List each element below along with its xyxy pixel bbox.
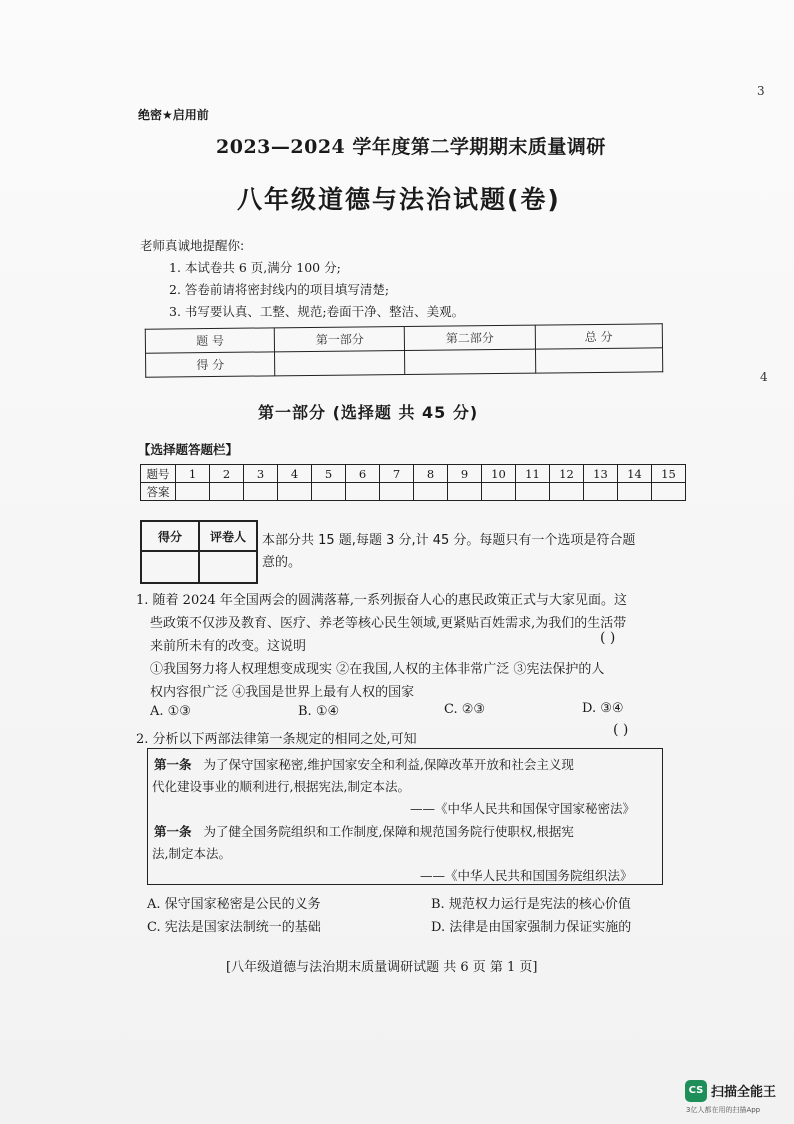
answer-grid-number-14: 14 — [618, 465, 652, 483]
q2-option-d[interactable]: D. 法律是由国家强制力保证实施的 — [431, 920, 632, 935]
law1-text-line2: 代化建设事业的顺利进行,根据宪法,制定本法。 — [152, 779, 410, 794]
grader-score-cell[interactable] — [141, 551, 199, 583]
answer-grid-label-question: 题号 — [141, 465, 176, 483]
part1-instructions-line2: 意的。 — [262, 555, 302, 570]
answer-grid-number-5: 5 — [312, 465, 346, 483]
answer-cell-5[interactable] — [312, 483, 346, 501]
answer-cell-14[interactable] — [618, 483, 652, 501]
answer-cell-2[interactable] — [210, 483, 244, 501]
answer-grid-number-4: 4 — [278, 465, 312, 483]
scanner-app-logo-icon: CS — [685, 1080, 707, 1102]
grader-score-label: 得分 — [141, 521, 199, 551]
scanner-app-tagline: 3亿人都在用的扫描App — [686, 1106, 761, 1114]
answer-cell-3[interactable] — [244, 483, 278, 501]
q1-stem-line2: 些政策不仅涉及教育、医疗、养老等核心民生领域,更紧贴百姓需求,为我们的生活带 — [150, 616, 627, 631]
score-table-header-question: 题 号 — [145, 328, 275, 353]
answer-grid-number-13: 13 — [584, 465, 618, 483]
part1-instructions-line1: 本部分共 15 题,每题 3 分,计 45 分。每题只有一个选项是符合题 — [262, 533, 636, 548]
reminder-heading: 老师真诚地提醒你: — [140, 238, 245, 253]
page-footer: [八年级道德与法治期末质量调研试题 共 6 页 第 1 页] — [226, 960, 538, 975]
law2-label: 第一条 — [154, 824, 192, 839]
part1-title: 第一部分 (选择题 共 45 分) — [258, 403, 479, 422]
answer-cell-15[interactable] — [652, 483, 686, 501]
score-cell-part2[interactable] — [405, 349, 535, 374]
margin-page-number-mid: 4 — [760, 370, 768, 384]
exam-title-line2: 八年级道德与法治试题(卷) — [237, 185, 561, 214]
answer-grid-number-3: 3 — [244, 465, 278, 483]
answer-cell-8[interactable] — [414, 483, 448, 501]
q2-option-c[interactable]: C. 宪法是国家法制统一的基础 — [147, 920, 321, 935]
law2-article — [154, 822, 574, 840]
answer-grid-number-6: 6 — [346, 465, 380, 483]
q1-option-b[interactable]: B. ①④ — [298, 704, 340, 719]
secret-label: 绝密★启用前 — [138, 108, 209, 122]
answer-grid-number-11: 11 — [516, 465, 550, 483]
law1-label: 第一条 — [154, 757, 192, 772]
answer-cell-10[interactable] — [482, 483, 516, 501]
reminder-item-3: 3. 书写要认真、工整、规范;卷面干净、整洁、美观。 — [169, 304, 465, 319]
law2-text-line2: 法,制定本法。 — [152, 846, 231, 861]
answer-cell-6[interactable] — [346, 483, 380, 501]
score-cell-part1[interactable] — [275, 350, 405, 375]
q2-option-b[interactable]: B. 规范权力运行是宪法的核心价值 — [431, 897, 631, 912]
answer-grid-number-7: 7 — [380, 465, 414, 483]
answer-grid-number-12: 12 — [550, 465, 584, 483]
q1-stem-line1: 1. 随着 2024 年全国两会的圆满落幕,一系列振奋人心的惠民政策正式与大家见面。这 — [136, 593, 628, 608]
score-table-header-part2: 第二部分 — [405, 325, 535, 350]
answer-cell-12[interactable] — [550, 483, 584, 501]
law1-article — [154, 755, 574, 773]
q1-stem-line3: 来前所未有的改变。这说明 — [150, 639, 307, 654]
law1-text-line1: 为了保守国家秘密,维护国家安全和利益,保障改革开放和社会主义现 — [203, 757, 574, 772]
answer-grid-number-1: 1 — [176, 465, 210, 483]
answer-grid-label-answer: 答案 — [141, 483, 176, 501]
q1-option-a[interactable]: A. ①③ — [150, 704, 191, 719]
answer-cell-11[interactable] — [516, 483, 550, 501]
grader-table — [140, 520, 258, 584]
law1-source: ——《中华人民共和国保守国家秘密法》 — [410, 801, 636, 816]
answer-grid-number-10: 10 — [482, 465, 516, 483]
q1-statements-line2: 权内容很广泛 ④我国是世界上最有人权的国家 — [150, 685, 415, 700]
exam-title-line1: 2023—2024 学年度第二学期期末质量调研 — [216, 136, 606, 158]
score-table — [145, 323, 663, 377]
answer-cell-9[interactable] — [448, 483, 482, 501]
answer-cell-4[interactable] — [278, 483, 312, 501]
answer-grid-number-9: 9 — [448, 465, 482, 483]
answer-bar-label: 【选择题答题栏】 — [138, 442, 239, 457]
q1-answer-bracket[interactable]: ( ) — [600, 630, 616, 646]
answer-grid-number-15: 15 — [652, 465, 686, 483]
score-cell-total[interactable] — [535, 348, 663, 373]
answer-cell-13[interactable] — [584, 483, 618, 501]
scanner-app-name: 扫描全能王 — [711, 1085, 777, 1100]
q2-answer-bracket[interactable]: ( ) — [613, 722, 629, 738]
q1-option-d[interactable]: D. ③④ — [582, 701, 624, 716]
q1-option-c[interactable]: C. ②③ — [444, 702, 486, 717]
answer-grid-number-8: 8 — [414, 465, 448, 483]
q2-stem: 2. 分析以下两部法律第一条规定的相同之处,可知 — [136, 732, 417, 747]
margin-page-number-top: 3 — [757, 84, 765, 98]
answer-cell-1[interactable] — [176, 483, 210, 501]
reminder-item-2: 2. 答卷前请将密封线内的项目填写清楚; — [169, 282, 390, 297]
grader-name-cell[interactable] — [199, 551, 257, 583]
answer-grid — [140, 464, 686, 501]
q1-statements-line1: ①我国努力将人权理想变成现实 ②在我国,人权的主体非常广泛 ③宪法保护的人 — [150, 662, 605, 677]
reminder-item-1: 1. 本试卷共 6 页,满分 100 分; — [169, 260, 341, 275]
law-quote-box — [147, 748, 663, 885]
q2-option-a[interactable]: A. 保守国家秘密是公民的义务 — [147, 897, 321, 912]
score-table-header-part1: 第一部分 — [275, 326, 405, 351]
answer-grid-number-2: 2 — [210, 465, 244, 483]
score-table-header-total: 总 分 — [535, 324, 663, 349]
answer-cell-7[interactable] — [380, 483, 414, 501]
grader-name-label: 评卷人 — [199, 521, 257, 551]
law2-source: ——《中华人民共和国国务院组织法》 — [420, 868, 633, 883]
score-table-row-label: 得 分 — [146, 352, 276, 377]
law2-text-line1: 为了健全国务院组织和工作制度,保障和规范国务院行使职权,根据宪 — [203, 824, 574, 839]
